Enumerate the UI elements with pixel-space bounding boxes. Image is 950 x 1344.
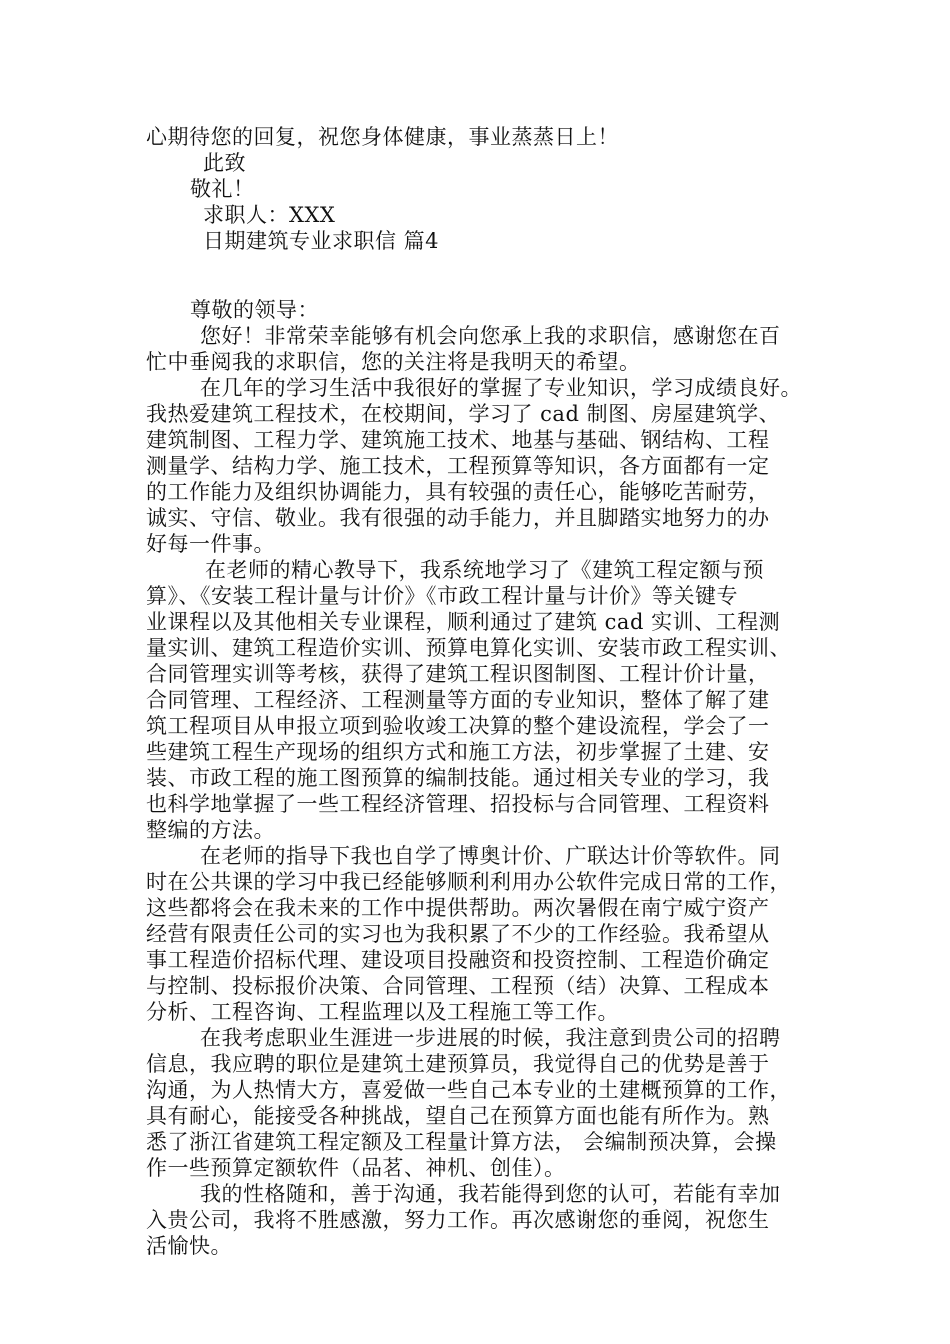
applicant-signature: 求职人：XXX [203, 203, 336, 227]
paragraph-line: 沟通，为人热情大方，喜爱做一些自己本专业的土建概预算的工作， [146, 1078, 791, 1102]
paragraph-line: 也科学地掌握了一些工程经济管理、招投标与合同管理、工程资料 [146, 792, 770, 816]
salutation: 尊敬的领导： [190, 298, 319, 322]
paragraph-line: 些建筑工程生产现场的组织方式和施工方法，初步掌握了土建、安 [146, 740, 770, 764]
paragraph-line: 的工作能力及组织协调能力，具有较强的责任心，能够吃苦耐劳， [146, 480, 770, 504]
paragraph-line: 事工程造价招标代理、建设项目投融资和投资控制、工程造价确定 [146, 948, 770, 972]
closing-jingli: 敬礼！ [190, 177, 255, 201]
paragraph-line: 建筑制图、工程力学、建筑施工技术、地基与基础、钢结构、工程 [146, 428, 770, 452]
paragraph-line: 好每一件事。 [146, 532, 275, 556]
paragraph-line: 分析、工程咨询、工程监理以及工程施工等工作。 [146, 1000, 619, 1024]
paragraph-line: 量实训、建筑工程造价实训、预算电算化实训、安装市政工程实训、 [146, 636, 791, 660]
paragraph-line: 整编的方法。 [146, 818, 275, 842]
paragraph-line: 在老师的指导下我也自学了博奥计价、广联达计价等软件。同 [200, 844, 781, 868]
paragraph-line: 在几年的学习生活中我很好的掌握了专业知识，学习成绩良好。 [200, 376, 802, 400]
date-and-section-title: 日期建筑专业求职信 篇4 [203, 229, 440, 253]
paragraph-line: 测量学、结构力学、施工技术，工程预算等知识，各方面都有一定 [146, 454, 770, 478]
paragraph-line: 诚实、守信、敬业。我有很强的动手能力，并且脚踏实地努力的办 [146, 506, 770, 530]
paragraph-line: 入贵公司，我将不胜感激，努力工作。再次感谢您的垂阅，祝您生 [146, 1208, 770, 1232]
paragraph-line: 经营有限责任公司的实习也为我积累了不少的工作经验。我希望从 [146, 922, 770, 946]
paragraph-line: 我热爱建筑工程技术，在校期间，学习了 cad 制图、房屋建筑学、 [146, 402, 781, 426]
paragraph-line: 算》、《安装工程计量与计价》《市政工程计量与计价》等关键专 [146, 584, 738, 608]
paragraph-line: 您好！非常荣幸能够有机会向您承上我的求职信，感谢您在百 [200, 324, 781, 348]
paragraph-line: 活愉快。 [146, 1234, 232, 1258]
closing-line: 心期待您的回复，祝您身体健康，事业蒸蒸日上！ [146, 125, 619, 149]
paragraph-line: 时在公共课的学习中我已经能够顺利利用办公软件完成日常的工作， [146, 870, 791, 894]
paragraph-line: 装、市政工程的施工图预算的编制技能。通过相关专业的学习，我 [146, 766, 770, 790]
closing-cizhi: 此致 [203, 151, 246, 175]
paragraph-line: 这些都将会在我未来的工作中提供帮助。两次暑假在南宁威宁资产 [146, 896, 770, 920]
paragraph-line: 合同管理实训等考核，获得了建筑工程识图制图、工程计价计量， [146, 662, 770, 686]
paragraph-line: 信息，我应聘的职位是建筑土建预算员，我觉得自己的优势是善于 [146, 1052, 770, 1076]
paragraph-line: 我的性格随和，善于沟通，我若能得到您的认可，若能有幸加 [200, 1182, 781, 1206]
paragraph-line: 与控制、投标报价决策、合同管理、工程预（结）决算、工程成本 [146, 974, 770, 998]
paragraph-line: 业课程以及其他相关专业课程，顺利通过了建筑 cad 实训、工程测 [146, 610, 781, 634]
paragraph-line: 合同管理、工程经济、工程测量等方面的专业知识，整体了解了建 [146, 688, 770, 712]
paragraph-line: 筑工程项目从申报立项到验收竣工决算的整个建设流程，学会了一 [146, 714, 770, 738]
paragraph-line: 作一些预算定额软件（品茗、神机、创佳）。 [146, 1156, 566, 1180]
paragraph-line: 悉了浙江省建筑工程定额及工程量计算方法， 会编制预决算，会操 [146, 1130, 777, 1154]
paragraph-line: 忙中垂阅我的求职信，您的关注将是我明天的希望。 [146, 350, 641, 374]
paragraph-line: 在我考虑职业生涯进一步进展的时候，我注意到贵公司的招聘 [200, 1026, 781, 1050]
paragraph-line: 在老师的精心教导下，我系统地学习了《建筑工程定额与预 [205, 558, 764, 582]
paragraph-line: 具有耐心，能接受各种挑战，望自己在预算方面也能有所作为。熟 [146, 1104, 770, 1128]
